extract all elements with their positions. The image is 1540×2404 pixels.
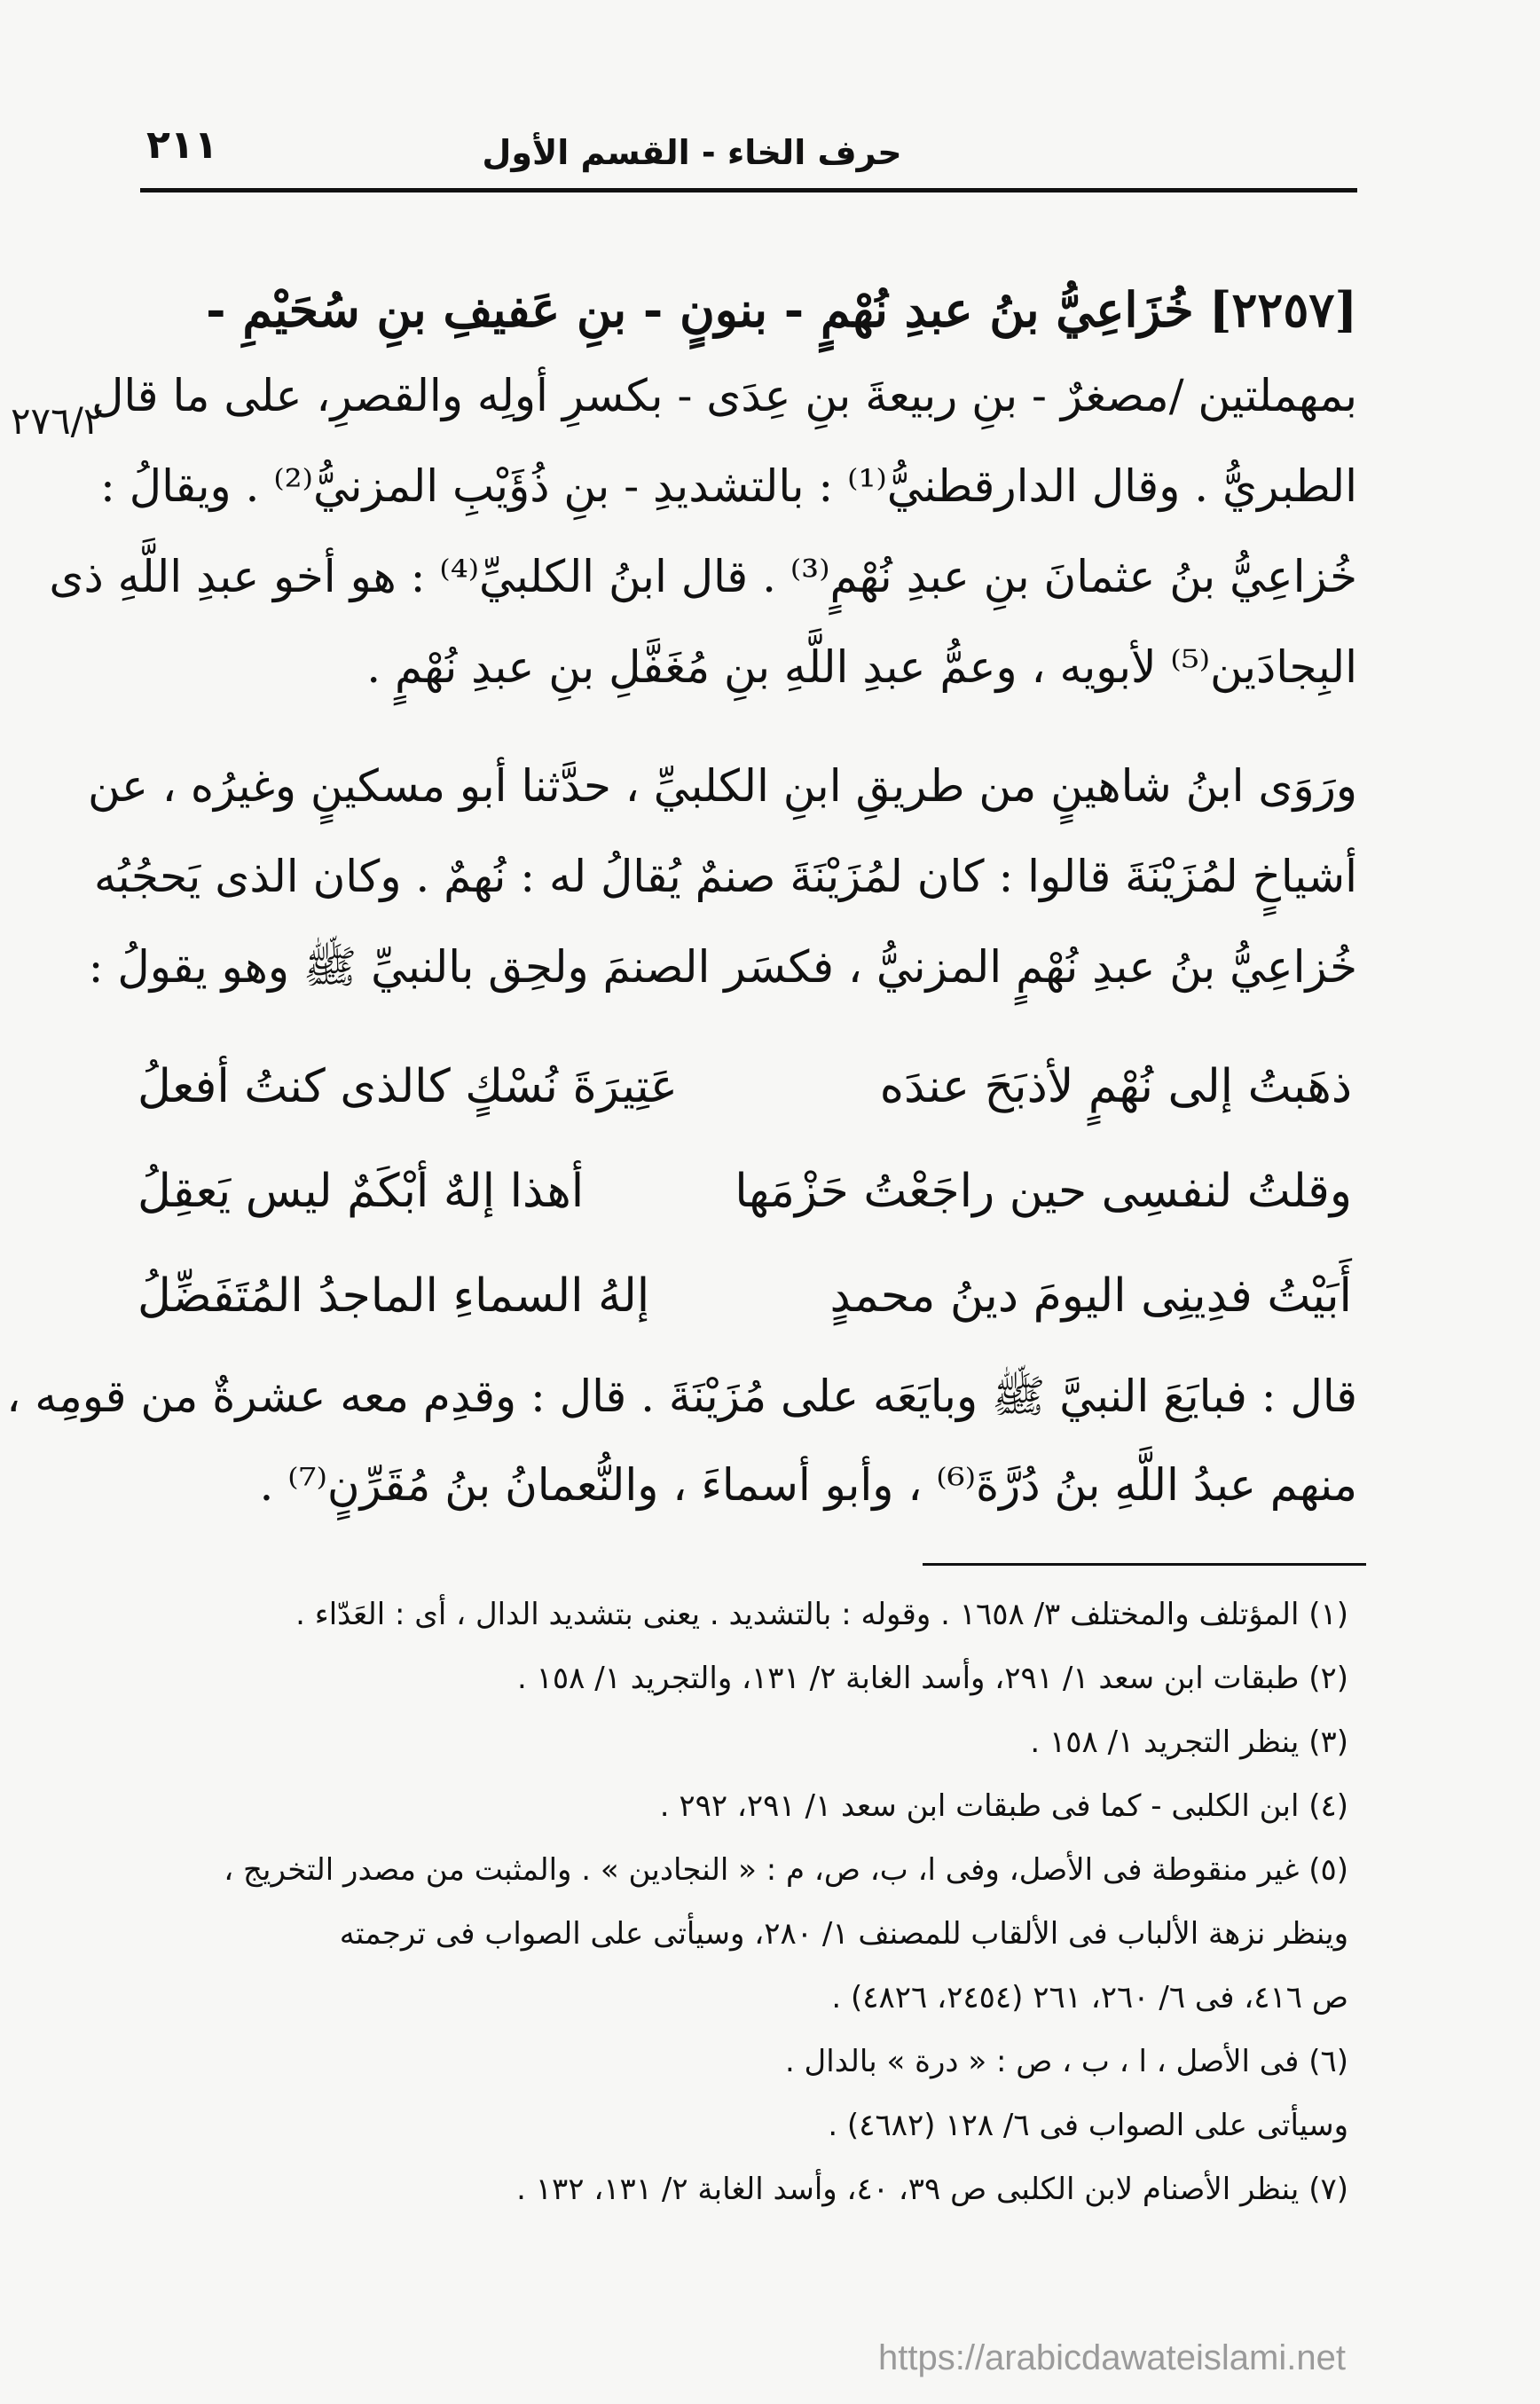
footnote-4: (٤) ابن الكلبى - كما فى طبقات ابن سعد ١/ ٢٩١، ٢٩٢ .: [659, 1788, 1348, 1824]
page-number: ٢١١: [146, 122, 218, 168]
entry-line-5: البِجادَين⁽⁵⁾ لأبويه ، وعمُّ عبدِ اللَّهِ بنِ مُغَفَّلِ بنِ عبدِ نُهْمٍ .: [366, 641, 1357, 693]
watermark-url: https://arabicdawateislami.net: [878, 2338, 1346, 2377]
poem-verse-3-first-half: أَبَيْتُ فدِينِى اليومَ دينُ محمدٍ: [829, 1269, 1352, 1323]
entry-line-2: بمهملتين /مصغرٌ - بنِ ربيعةَ بنِ عِدَى - بكسرِ أولِه والقصرِ، على ما قال: [91, 370, 1357, 421]
entry-heading: خُزَاعِيُّ بنُ عبدِ نُهْمٍ - بنونٍ - بنِ عَفيفِ بنِ سُحَيْمِ -: [206, 281, 1194, 338]
footnote-6-continued: وسيأتى على الصواب فى ٦/ ١٢٨ (٤٦٨٢) .: [828, 2108, 1348, 2143]
poem-verse-2-first-half: وقلتُ لنفسِى حين راجَعْتُ حَزْمَها: [735, 1165, 1352, 1218]
footnote-1: (١) المؤتلف والمختلف ٣/ ١٦٥٨ . وقوله : بالتشديد . يعنى بتشديد الدال ، أى : العَدّاء .: [295, 1597, 1348, 1632]
footnote-7: (٧) ينظر الأصنام لابن الكلبى ص ٣٩، ٤٠، وأسد الغابة ٢/ ١٣١، ١٣٢ .: [516, 2172, 1348, 2207]
margin-reference: ٢٧٦/٢: [11, 399, 104, 443]
entry-line-6: ورَوَى ابنُ شاهينٍ من طريقِ ابنِ الكلبيِّ ، حدَّثنا أبو مسكينٍ وغيرُه ، عن: [88, 760, 1357, 812]
footnote-6: (٦) فى الأصل ، ا ، ب ، ص : « درة » بالدال .: [784, 2044, 1348, 2079]
entry-line-7: أشياخٍ لمُزَيْنَةَ قالوا : كان لمُزَيْنَةَ صنمٌ يُقالُ له : نُهمٌ . وكان الذى يَحجُبُه: [93, 851, 1357, 902]
closing-line-2: منهم عبدُ اللَّهِ بنُ دُرَّةَ⁽⁶⁾ ، وأبو أسماءَ ، والنُّعمانُ بنُ مُقَرِّنٍ⁽⁷⁾ .: [259, 1459, 1357, 1511]
entry-line-4: خُزاعِيُّ بنُ عثمانَ بنِ عبدِ نُهْمٍ⁽³⁾ . قال ابنُ الكلبيِّ⁽⁴⁾ : هو أخو عبدِ اللَّهِ ذى: [49, 551, 1357, 602]
closing-line-1: قال : فبايَعَ النبيَّ ﷺ وبايَعَه على مُزَيْنَةَ . قال : وقدِم معه عشرةٌ من قومِه ،: [6, 1371, 1357, 1422]
entry-line-3: الطبريُّ . وقال الدارقطنيُّ⁽¹⁾ : بالتشديدِ - بنِ ذُؤَيْبِ المزنيُّ⁽²⁾ . ويقالُ :: [100, 460, 1357, 512]
footnote-2: (٢) طبقات ابن سعد ١/ ٢٩١، وأسد الغابة ٢/ ١٣١، والتجريد ١/ ١٥٨ .: [516, 1661, 1348, 1696]
poem-verse-1-second-half: عَتِيرَةَ نُسْكٍ كالذى كنتُ أفعلُ: [138, 1060, 678, 1113]
entry-line-8: خُزاعِيُّ بنُ عبدِ نُهْمٍ المزنيُّ ، فكسَر الصنمَ ولحِق بالنبيِّ ﷺ وهو يقولُ :: [88, 941, 1357, 993]
poem-verse-2-second-half: أهذا إلهٌ أبْكَمٌ ليس يَعقِلُ: [138, 1165, 585, 1218]
footnote-3: (٣) ينظر التجريد ١/ ١٥٨ .: [1030, 1724, 1348, 1760]
header-rule: [140, 188, 1357, 192]
footnote-5: (٥) غير منقوطة فى الأصل، وفى ا، ب، ص، م : « النجادين » . والمثبت من مصدر التخريج ،: [224, 1852, 1348, 1888]
poem-verse-3-second-half: إلهُ السماءِ الماجدُ المُتَفَضِّلُ: [138, 1269, 650, 1323]
entry-line-1: [133, 282, 1357, 338]
running-header-title: حرف الخاء - القسم الأول: [482, 133, 902, 172]
footnote-5-continued-2: ص ٤١٦، فى ٦/ ٢٦٠، ٢٦١ (٢٤٥٤، ٤٨٢٦) .: [831, 1980, 1348, 2015]
footnote-5-continued-1: وينظر نزهة الألباب فى الألقاب للمصنف ١/ ٢٨٠، وسيأتى على الصواب فى ترجمته: [339, 1916, 1348, 1952]
poem-verse-1-first-half: ذهَبتُ إلى نُهْمٍ لأذبَحَ عندَه: [879, 1060, 1352, 1113]
footnote-separator: [923, 1563, 1366, 1566]
entry-number: [٢٢٥٧]: [1208, 281, 1357, 338]
